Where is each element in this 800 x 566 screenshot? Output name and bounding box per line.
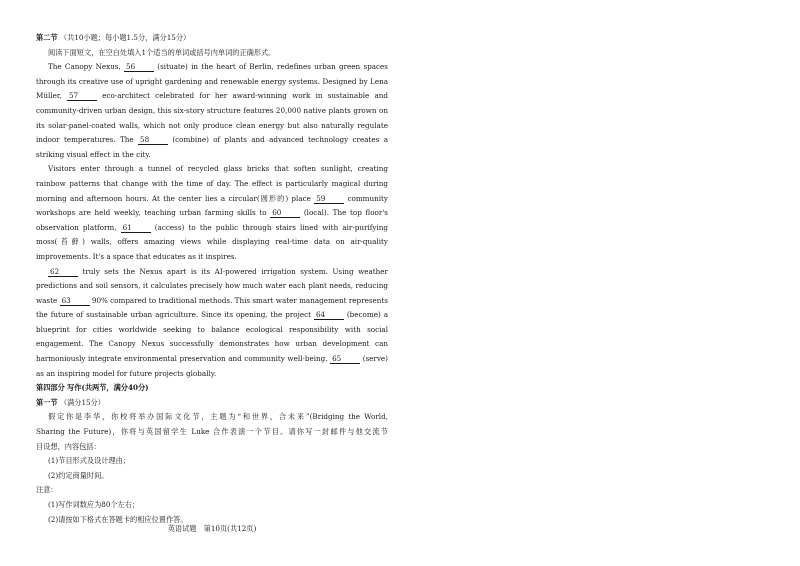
passage-text: as an inspiring model for future projects globally. [36, 368, 217, 378]
passage-line [36, 250, 388, 265]
passage-text: community-driven urban design, this six-story structure features 20,000 native plants grown on [36, 105, 388, 115]
note-item: (2)请按如下格式在答题卡的相应位置作答。 [48, 514, 188, 524]
passage-text: (become) a [343, 310, 388, 320]
writing-point: (1)节目形式及设计理由； [48, 456, 131, 466]
passage-text: harmoniously integrate environmental preservation and community well-being. [36, 354, 331, 364]
passage-line [36, 352, 388, 367]
answer-blank[interactable]: 64 [314, 310, 344, 320]
passage-line [36, 206, 388, 221]
passage-line [36, 337, 388, 352]
passage-text: observation platform, [36, 222, 121, 232]
passage-line [36, 308, 388, 323]
writing-prompt-line: Sharing the Future)，你将与英国留学生 Luke 合作表演一个节目。请你写一封邮件与他交流节 [36, 427, 388, 437]
exam-content [36, 31, 388, 527]
passage-text: Müller, [36, 91, 67, 101]
section-2-heading [36, 31, 388, 46]
note-item: (1)写作词数应为80个左右； [48, 500, 140, 509]
part-4-note: 写作(共两节，满分40分) [67, 383, 149, 393]
passage-text: the future of sustainable urban agriculture. Since its opening, the project [36, 310, 314, 320]
passage-line [36, 75, 388, 90]
answer-blank[interactable]: 60 [270, 208, 300, 218]
answer-blank[interactable]: 56 [124, 62, 154, 72]
passage-text: Visitors enter through a tunnel of recycled glass bricks that soften sunlight, creating [48, 164, 388, 174]
passage-line [36, 177, 388, 192]
passage-line [36, 104, 388, 119]
section-2-heading-title: 第二节 [36, 33, 58, 42]
passage-text: truly sets the Nexus apart is its AI-powered irrigation system. Using weather [78, 266, 388, 276]
passage-line [36, 133, 388, 148]
passage-line [36, 235, 388, 250]
passage-text: blueprint for cities worldwide seeking to balance ecological responsibility with social [36, 324, 388, 334]
answer-blank[interactable]: 57 [67, 91, 97, 101]
section-2-heading-note: （共10小题；每小题1.5分，满分15分） [59, 33, 191, 42]
passage-line [36, 279, 388, 294]
passage-text: eco-architect celebrated for her award-winning work in sustainable and [96, 91, 388, 101]
part-4-heading [36, 381, 388, 396]
writing-section-1-heading [36, 396, 388, 411]
passage-text: (serve) [360, 354, 388, 364]
writing-point: (2)约定商量时间。 [48, 470, 109, 480]
passage-line [36, 119, 388, 134]
passage-line [36, 192, 388, 207]
passage-text: community [344, 193, 388, 203]
passage-text: improvements. It's a space that educates as it inspires. [36, 251, 237, 261]
passage-text: its solar-panel-coated walls, which not only produce clean energy but also naturally regulate [36, 120, 388, 130]
part-4-title: 第四部分 [36, 383, 65, 393]
passage-text: predictions and soil sensors, it calculates precisely how much water each plant needs, reducing [36, 281, 388, 291]
passage-text: 90% compared to traditional methods. This smart water management represents [89, 295, 388, 305]
passage-text: (local). The top floor's [300, 208, 388, 218]
writing-prompt-line: 目设想，内容包括： [36, 441, 101, 451]
answer-blank[interactable]: 65 [330, 354, 360, 364]
passage-text: (access) to the public through stairs lined with air-purifying [150, 222, 388, 232]
passage-line [36, 148, 388, 163]
passage-line [36, 89, 388, 104]
passage-line [36, 221, 388, 236]
passage-text: workshops are held weekly, teaching urban farming skills to [36, 208, 271, 218]
passage-text: waste [36, 295, 60, 305]
passage-text: indoor temperatures. The [36, 135, 138, 145]
passage-line [36, 367, 388, 382]
passage-text: (combine) of plants and advanced technology creates a [168, 135, 388, 145]
passage-text: rainbow patterns that change with the time of day. The effect is particularly magical during [36, 178, 388, 188]
passage-line [36, 323, 388, 338]
passage-text: The Canopy Nexus, [48, 62, 125, 72]
answer-blank[interactable]: 62 [48, 267, 78, 277]
answer-blank[interactable]: 63 [60, 296, 90, 306]
passage-text: through its creative use of upright gardening and renewable energy systems. Designed by Lena [36, 76, 388, 86]
passage-text: morning and afternoon hours. At the center lies a circular(圆形的) place [36, 193, 315, 203]
answer-blank[interactable]: 59 [314, 194, 344, 204]
passage-line [36, 265, 388, 280]
passage-text: engagement. The Canopy Nexus successfully demonstrates how urban development can [36, 339, 388, 349]
notes-label: 注意： [36, 485, 58, 495]
passage-line [36, 294, 388, 309]
writing-section-1-note: （满分15分） [59, 397, 105, 407]
passage-line [36, 60, 388, 75]
passage-text: moss(苔藓) walls, offers amazing views while displaying real-time data on air-quality [36, 237, 388, 247]
page-footer: 英语试题 第10页(共12页) [167, 524, 257, 533]
section-2-instruction: 阅读下面短文，在空白处填入1个适当的单词或括号内单词的正确形式。 [48, 47, 276, 57]
passage-line [36, 162, 388, 177]
answer-blank[interactable]: 58 [138, 135, 168, 145]
answer-blank[interactable]: 61 [121, 223, 151, 233]
writing-section-1-title: 第一节 [36, 397, 58, 407]
writing-prompt-line: 假定你是李华，你校将举办国际文化节，主题为“和世界，合未来”(Bridging the World, [48, 412, 388, 422]
passage-text: striking visual effect in the city. [36, 149, 151, 159]
passage-text: (situate) in the heart of Berlin, redefines urban green spaces [154, 62, 388, 72]
